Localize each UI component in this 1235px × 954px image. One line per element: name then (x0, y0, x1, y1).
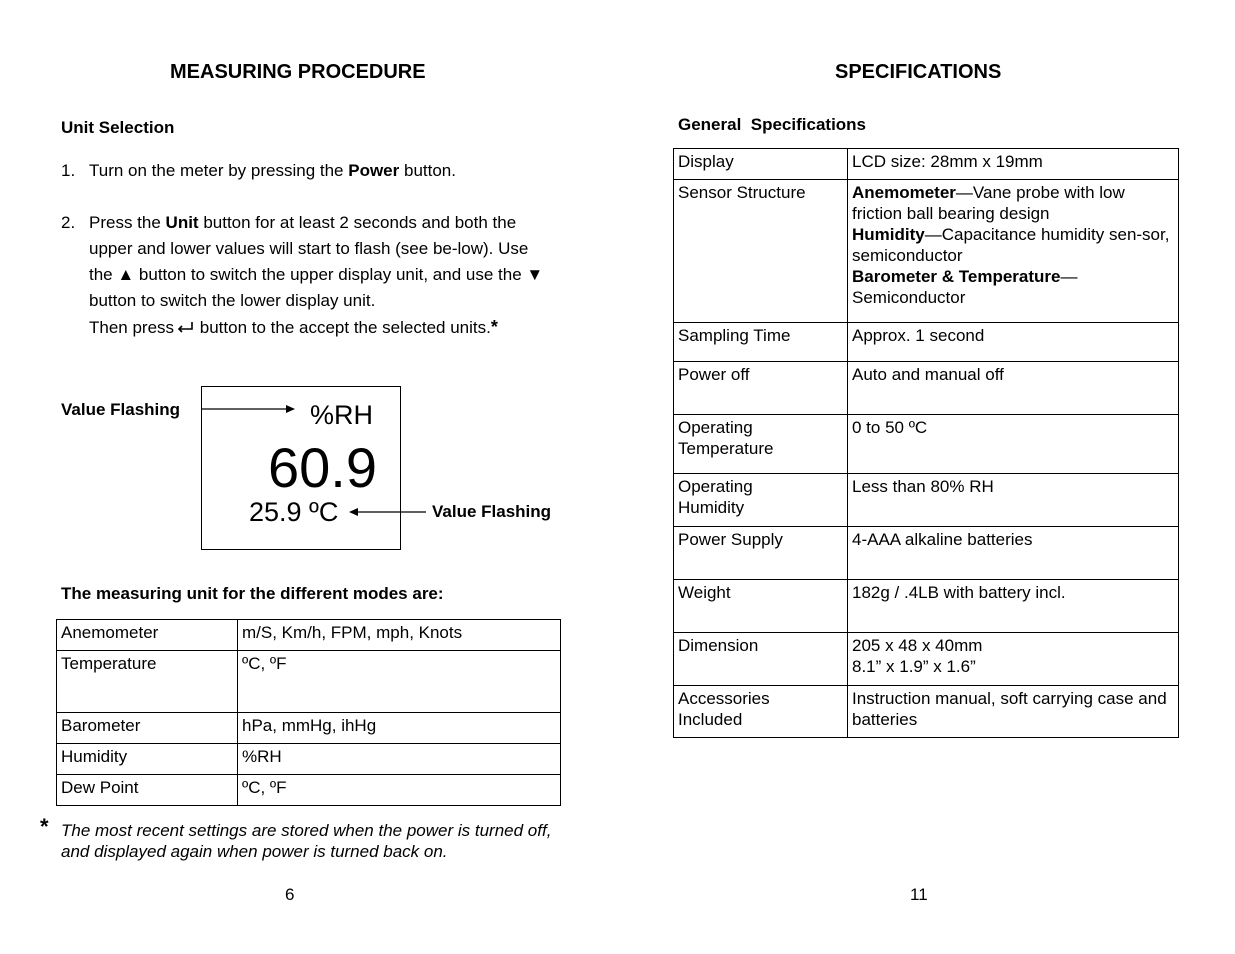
specs-table (673, 148, 1179, 738)
table-row: Operating Humidity Less than 80% RH (674, 474, 1179, 527)
lcd-display-diagram (201, 386, 401, 550)
display-main-value: 60.9 (268, 436, 377, 499)
table-row: Sampling Time Approx. 1 second (674, 323, 1179, 362)
footnote: The most recent settings are stored when the power is turned off, and displayed again when power is turned back on. (61, 821, 552, 861)
table-row: Barometer hPa, mmHg, ihHg (57, 713, 561, 744)
modes-heading: The measuring unit for the different modes are: (61, 584, 444, 603)
unit-selection-heading: Unit Selection (61, 118, 175, 137)
table-row: Dew Point ºC, ºF (57, 775, 561, 806)
table-row: Weight 182g / .4LB with battery incl. (674, 580, 1179, 633)
modes-table (56, 619, 561, 806)
table-row: Temperature ºC, ºF (57, 651, 561, 713)
table-row: Anemometer m/S, Km/h, FPM, mph, Knots (57, 620, 561, 651)
step-2: 2. Press the Unit button for at least 2 seconds and both the upper and lower values will start to flash (see be-low). Use the ▲ button to switch the upper display unit, and use the ▼ button to switch the lower display unit. Then press button to the accept the selected units.* (61, 213, 544, 337)
table-row: Sensor Structure Anemometer—Vane probe with low friction ball bearing design Humidity—Capacitance humidity sen-sor, semiconductor Barometer & Temperature—Semiconductor (674, 180, 1179, 323)
display-lower-value: 25.9 ºC (249, 497, 339, 527)
left-page-title: MEASURING PROCEDURE (170, 61, 426, 83)
footnote-asterisk: * (40, 814, 49, 839)
table-row: Power off Auto and manual off (674, 362, 1179, 415)
table-row: Display LCD size: 28mm x 19mm (674, 149, 1179, 180)
table-row: Accessories Included Instruction manual, soft carrying case and batteries (674, 686, 1179, 738)
enter-icon (177, 319, 195, 333)
value-flashing-label-upper: Value Flashing (61, 400, 181, 419)
table-row: Operating Temperature 0 to 50 ºC (674, 415, 1179, 474)
table-row: Humidity %RH (57, 744, 561, 775)
page-number-right: 11 (910, 885, 928, 904)
display-upper-unit: %RH (310, 400, 374, 430)
right-page-title: SPECIFICATIONS (835, 61, 1002, 83)
general-specs-heading: General Specifications (678, 115, 867, 134)
step-1: 1. Turn on the meter by pressing the Power button. (61, 161, 456, 180)
table-row: Power Supply 4-AAA alkaline batteries (674, 527, 1179, 580)
arrow-left-icon (346, 503, 430, 521)
page-number-left: 6 (285, 885, 295, 904)
value-flashing-label-lower: Value Flashing (432, 502, 552, 521)
table-row: Dimension 205 x 48 x 40mm 8.1” x 1.9” x 1.6” (674, 633, 1179, 686)
